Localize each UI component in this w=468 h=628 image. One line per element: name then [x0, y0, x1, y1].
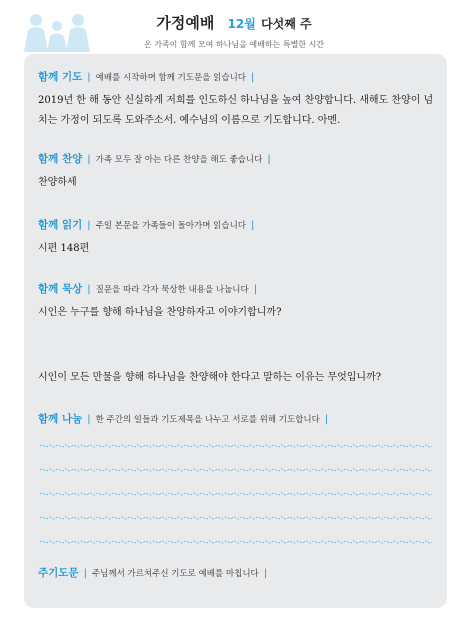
divider: |: [263, 568, 268, 579]
divider: |: [87, 154, 91, 165]
reading-passage: 시편 148편: [38, 243, 90, 254]
divider: |: [87, 414, 91, 425]
praise-song: 찬양하세: [38, 177, 77, 188]
page-subtitle: 온 가족이 함께 모여 하나님을 예배하는 특별한 시간: [143, 40, 325, 49]
divider: |: [324, 414, 329, 425]
writing-line: [40, 469, 432, 471]
divider: |: [87, 220, 91, 231]
section-reading-title: 함께 읽기: [38, 219, 83, 231]
divider: |: [87, 72, 91, 83]
section-sharing-title: 함께 나눔: [38, 413, 83, 425]
section-lordsprayer-desc: 주님께서 가르쳐주신 기도로 예배를 마칩니다: [91, 569, 259, 579]
divider: |: [251, 72, 255, 83]
writing-line: [40, 493, 432, 495]
meditation-question-1: 시인은 누구를 향해 하나님을 찬양하자고 이야기합니까?: [38, 307, 282, 318]
section-praise-header: [38, 152, 438, 167]
section-prayer-desc: 예배를 시작하며 함께 기도문을 읽습니다: [95, 73, 247, 83]
divider: |: [83, 568, 87, 579]
section-reading: [38, 218, 438, 259]
section-meditation-desc: 질문을 따라 각자 묵상한 내용을 나눕니다: [95, 285, 249, 295]
meditation-question-2: 시인이 모든 만물을 향해 하나님을 찬양해야 한다고 말하는 이유는 무엇입니까?: [38, 372, 382, 383]
divider: |: [267, 154, 271, 165]
writing-line: [40, 517, 432, 519]
prayer-text: 2019년 한 해 동안 신실하게 저희를 인도하신 하나님을 높여 찬양합니다. 새해도 찬양이 넘치는 가정이 되도록 도와주소서. 예수님의 이름으로 기도합니다. 아멘.: [38, 95, 434, 126]
section-meditation: [38, 282, 438, 323]
section-lordsprayer: [38, 566, 438, 581]
section-praise-desc: 가족 모두 잘 아는 다른 찬양을 해도 좋습니다: [95, 155, 263, 165]
section-reading-header: [38, 218, 438, 233]
title-text: 가정예배: [156, 14, 215, 32]
month-label: 12월: [227, 17, 256, 31]
section-prayer-title: 함께 기도: [38, 71, 83, 83]
section-meditation-title: 함께 묵상: [38, 283, 83, 295]
divider: |: [251, 220, 255, 231]
writing-line: [40, 445, 432, 447]
section-sharing-desc: 한 주간의 일들과 기도제목을 나누고 서로를 위해 기도합니다: [95, 415, 320, 425]
section-praise-title: 함께 찬양: [38, 153, 83, 165]
week-label: 다섯째 주: [261, 17, 312, 31]
section-prayer-header: [38, 70, 438, 85]
section-sharing: [38, 412, 438, 427]
writing-lines: [40, 440, 432, 548]
page-title: [0, 12, 468, 33]
section-lordsprayer-header: [38, 566, 438, 581]
section-prayer: [38, 70, 438, 131]
section-sharing-header: [38, 412, 438, 427]
section-praise: [38, 152, 438, 193]
divider: |: [253, 284, 258, 295]
section-lordsprayer-title: 주기도문: [38, 567, 79, 579]
section-meditation-header: [38, 282, 438, 297]
writing-line: [40, 541, 432, 543]
divider: |: [87, 284, 91, 295]
section-reading-desc: 주일 본문을 가족들이 돌아가며 읽습니다: [95, 221, 247, 231]
